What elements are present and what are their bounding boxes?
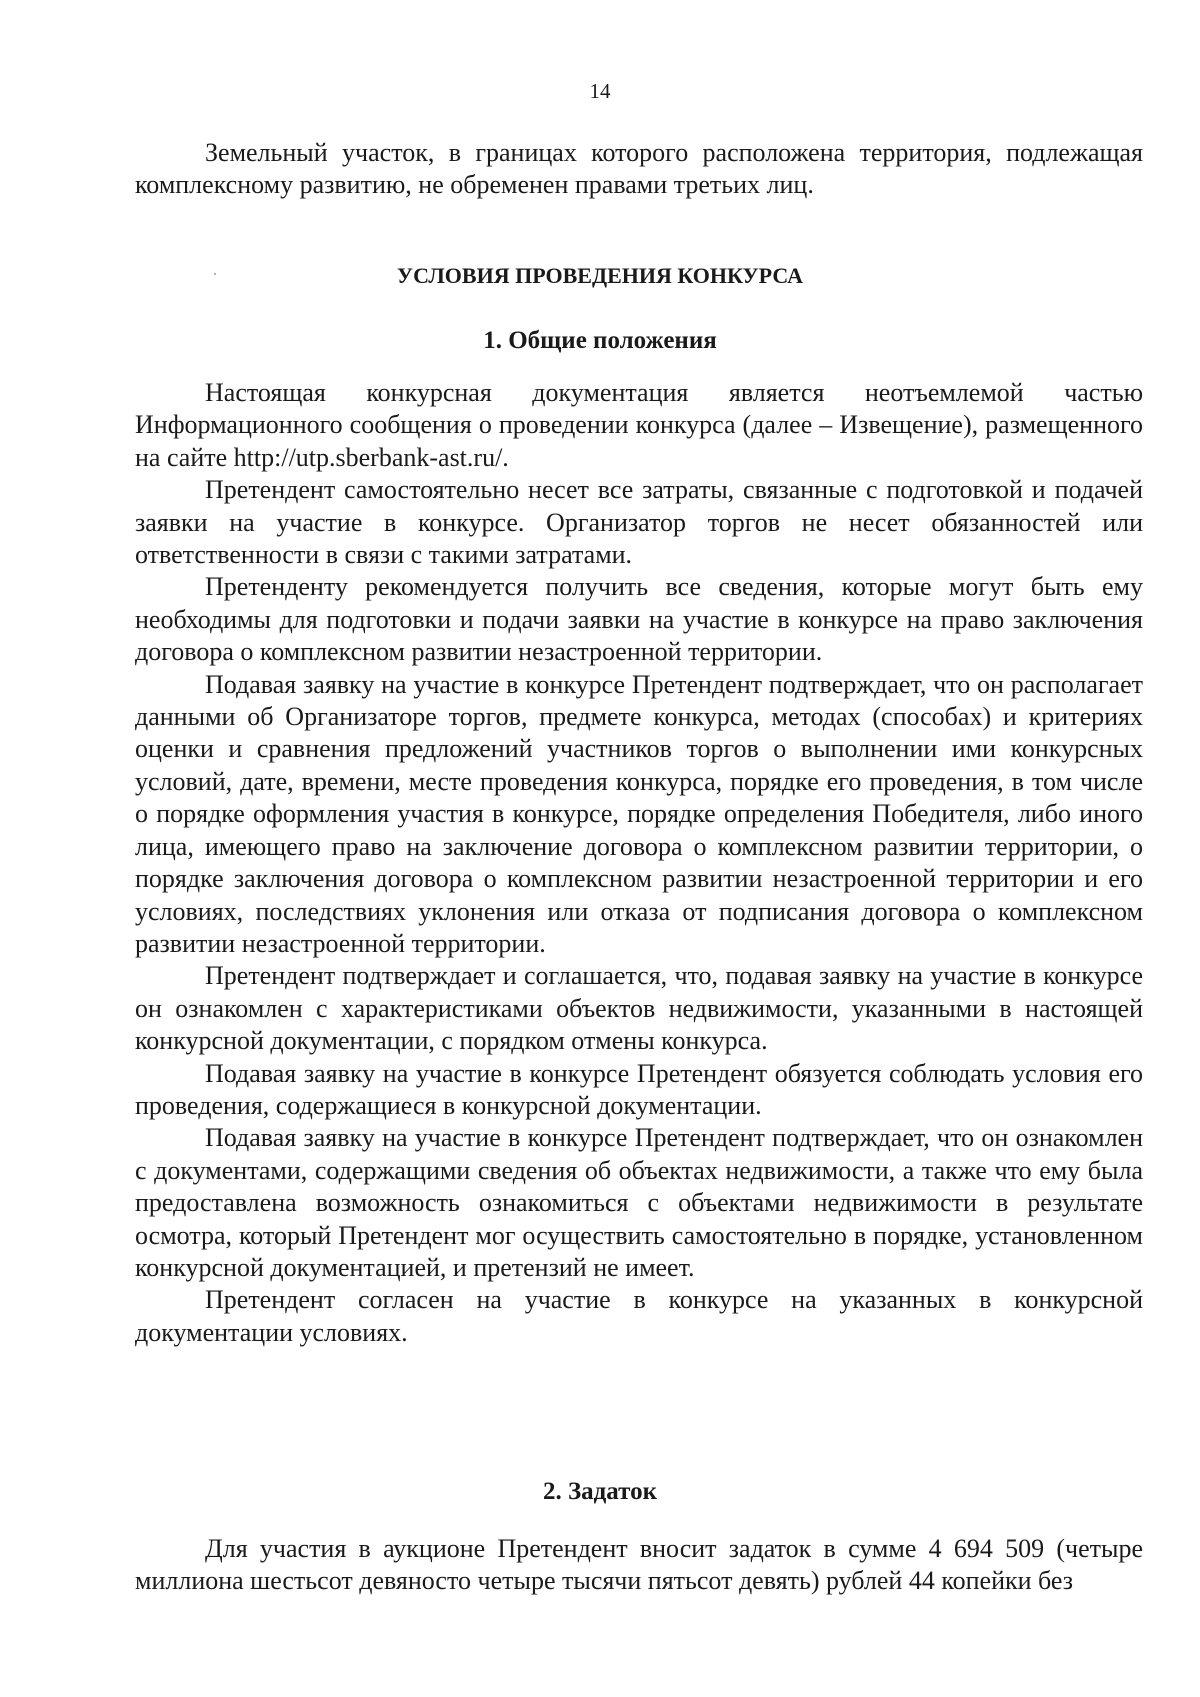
intro-block bbox=[135, 137, 1143, 202]
main-heading: УСЛОВИЯ ПРОВЕДЕНИЯ КОНКУРСА bbox=[396, 263, 804, 288]
paragraph: Подавая заявку на участие в конкурсе Претендент обязуется соблюдать условия его проведения, содержащиеся в конкурсной документации. bbox=[135, 1058, 1143, 1120]
section-2-body bbox=[135, 1533, 1143, 1598]
paragraph: Подавая заявку на участие в конкурсе Претендент подтверждает, что он располагает данными об Организаторе торгов, предмете конкурса, методах (способах) и критериях оценки и сравнения предложений участников торгов о выполнении ими конкурсных условий, дате, времени, месте проведения конкурса, порядке его проведения, в том числе о порядке оформления участия в конкурсе, порядке определения Победителя, либо иного лица, имеющего право на заключение договора о комплексном развитии территории, о порядке заключения договора о комплексном развитии незастроенной территории и его условиях, последствиях уклонения или отказа от подписания договора о комплексном развитии незастроенной территории. bbox=[135, 669, 1143, 958]
paragraph: Настоящая конкурсная документация является неотъемлемой частью Информационного сообщения о проведении конкурса (далее – Извещение), размещенного на сайте http://utp.sberbank-ast.ru/. bbox=[135, 378, 1143, 472]
intro-paragraph: Земельный участок, в границах которого расположена территория, подлежащая комплексному развитию, не обременен правами третьих лиц. bbox=[135, 138, 1143, 200]
paragraph: Претендент самостоятельно несет все затраты, связанные с подготовкой и подачей заявки на участие в конкурсе. Организатор торгов не несет обязанностей или ответственности в связи с такими затратами. bbox=[135, 475, 1143, 570]
section-1-body bbox=[135, 377, 1143, 1349]
page-number: 14 bbox=[589, 79, 611, 103]
paragraph: Претендент подтверждает и соглашается, что, подавая заявку на участие в конкурсе он ознакомлен с характеристиками объектов недвижимости, указанными в настоящей конкурсной документации, с порядком отмены конкурса. bbox=[135, 961, 1143, 1056]
paragraph: Претендент согласен на участие в конкурсе на указанных в конкурсной документации условиях. bbox=[135, 1285, 1143, 1347]
paragraph: Претенденту рекомендуется получить все сведения, которые могут быть ему необходимы для подготовки и подачи заявки на участие в конкурсе на право заключения договора о комплексном развитии незастроенной территории. bbox=[135, 572, 1143, 667]
paragraph: Подавая заявку на участие в конкурсе Претендент подтверждает, что он ознакомлен с документами, содержащими сведения об объектах недвижимости, а также что ему была предоставлена возможность ознакомиться с объектами недвижимости в результате осмотра, который Претендент мог осуществить самостоятельно в порядке, установленном конкурсной документацией, и претензий не имеет. bbox=[135, 1123, 1143, 1282]
section-2-title: 2. Задаток bbox=[542, 1478, 658, 1505]
paragraph: Для участия в аукционе Претендент вносит задаток в сумме 4 694 509 (четыре миллиона шестьсот девяносто четыре тысячи пятьсот девять) рублей 44 копейки без bbox=[135, 1534, 1143, 1596]
section-1-title: 1. Общие положения bbox=[483, 327, 717, 354]
